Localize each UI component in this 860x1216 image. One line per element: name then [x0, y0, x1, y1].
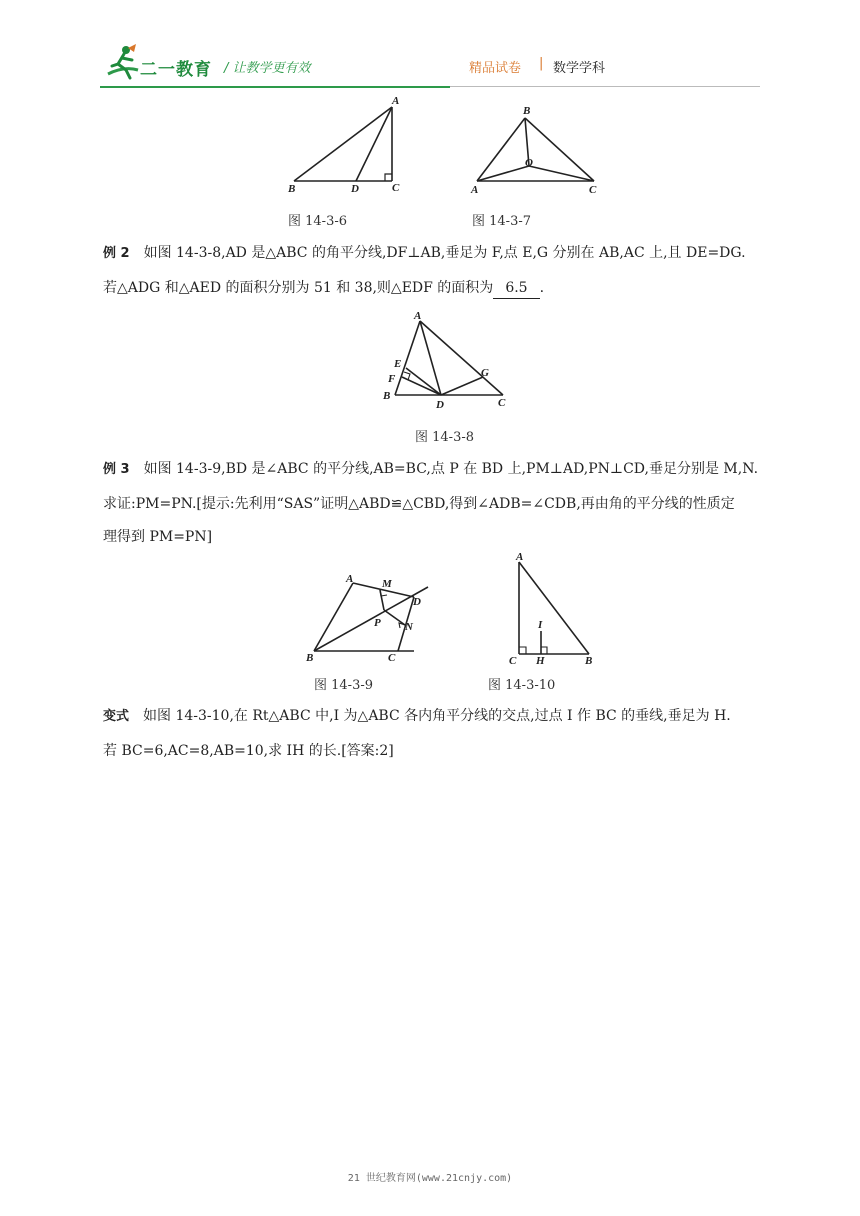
figure-label: O — [525, 157, 533, 169]
figure-caption: 图 14-3-9 — [314, 678, 374, 693]
figure-14-3-7 — [465, 100, 615, 200]
figure-label: D — [413, 596, 421, 608]
figure-label: A — [346, 573, 354, 585]
figure-caption: 图 14-3-8 — [415, 430, 475, 445]
figure-label: G — [481, 367, 489, 379]
figure-caption: 图 14-3-10 — [488, 678, 556, 693]
figure-label: I — [538, 619, 543, 631]
header-tag-premium: 精品试卷 — [469, 61, 522, 76]
figure-label: A — [516, 551, 524, 563]
figure-label: B — [288, 183, 296, 195]
figure-label: C — [392, 182, 400, 194]
variant-label: 变式 — [103, 709, 130, 724]
variant-line-1 — [103, 706, 731, 727]
header-tag-separator: | — [539, 56, 544, 71]
figure-label: A — [392, 95, 400, 107]
example-text: 如图 14-3-8,AD 是△ABC 的角平分线,DF⊥AB,垂足为 F,点 E,G 分别在 AB,AC 上,且 DE=DG. — [143, 245, 746, 261]
figure-label: C — [589, 184, 597, 196]
brand-name: 二一教育 — [140, 60, 212, 80]
variant-text: 如图 14-3-10,在 Rt△ABC 中,I 为△ABC 各内角平分线的交点,过点 I 作 BC 的垂线,垂足为 H. — [143, 708, 731, 724]
figure-label: H — [536, 655, 545, 667]
example-2-line-2: 若△ADG 和△AED 的面积分别为 51 和 38,则△EDF 的面积为 6.5 . — [103, 278, 544, 299]
figure-label: B — [306, 652, 314, 664]
figure-14-3-10 — [505, 548, 605, 670]
answer-blank: 6.5 — [493, 278, 539, 299]
page-header — [0, 0, 860, 90]
example-text: 如图 14-3-9,BD 是∠ABC 的平分线,AB=BC,点 P 在 BD 上,PM⊥AD,PN⊥CD,垂足分别是 M,N. — [143, 461, 759, 477]
figure-label: C — [498, 397, 506, 409]
header-rule-green — [100, 86, 450, 88]
figure-14-3-9 — [300, 570, 440, 670]
example-3-line-1 — [103, 459, 758, 480]
example-label: 例 3 — [103, 462, 130, 477]
example-3-line-3: 理得到 PM=PN] — [103, 529, 213, 545]
figure-14-3-6 — [280, 92, 420, 202]
figure-label: C — [509, 655, 517, 667]
figure-label: E — [394, 358, 402, 370]
figure-caption: 图 14-3-7 — [472, 214, 532, 229]
page-footer: 21 世纪教育网(www.21cnjy.com) — [347, 1173, 513, 1184]
example-text: 若△ADG 和△AED 的面积分别为 51 和 38,则△EDF 的面积为 — [103, 280, 494, 296]
figure-label: N — [405, 621, 413, 633]
figure-label: A — [414, 310, 422, 322]
figure-label: C — [388, 652, 396, 664]
figure-label: D — [436, 399, 444, 411]
header-tag-subject: 数学学科 — [553, 61, 606, 76]
figure-label: F — [388, 373, 396, 385]
figure-label: B — [383, 390, 391, 402]
figure-caption: 图 14-3-6 — [288, 214, 348, 229]
example-label: 例 2 — [103, 246, 130, 261]
figure-label: D — [351, 183, 359, 195]
figure-label: M — [382, 578, 392, 590]
example-2-line-1 — [103, 243, 746, 264]
header-rule-gray — [450, 86, 760, 87]
brand-slogan: / 让教学更有效 — [224, 61, 311, 76]
figure-label: A — [471, 184, 479, 196]
figure-label: P — [374, 617, 381, 629]
figure-label: B — [523, 105, 531, 117]
figure-14-3-8 — [375, 306, 525, 416]
example-3-line-2: 求证:PM=PN.[提示:先利用“SAS”证明△ABD≌△CBD,得到∠ADB=∠CDB,再由角的平分线的性质定 — [103, 496, 735, 512]
variant-line-2: 若 BC=6,AC=8,AB=10,求 IH 的长.[答案:2] — [103, 743, 394, 759]
figure-label: B — [585, 655, 593, 667]
